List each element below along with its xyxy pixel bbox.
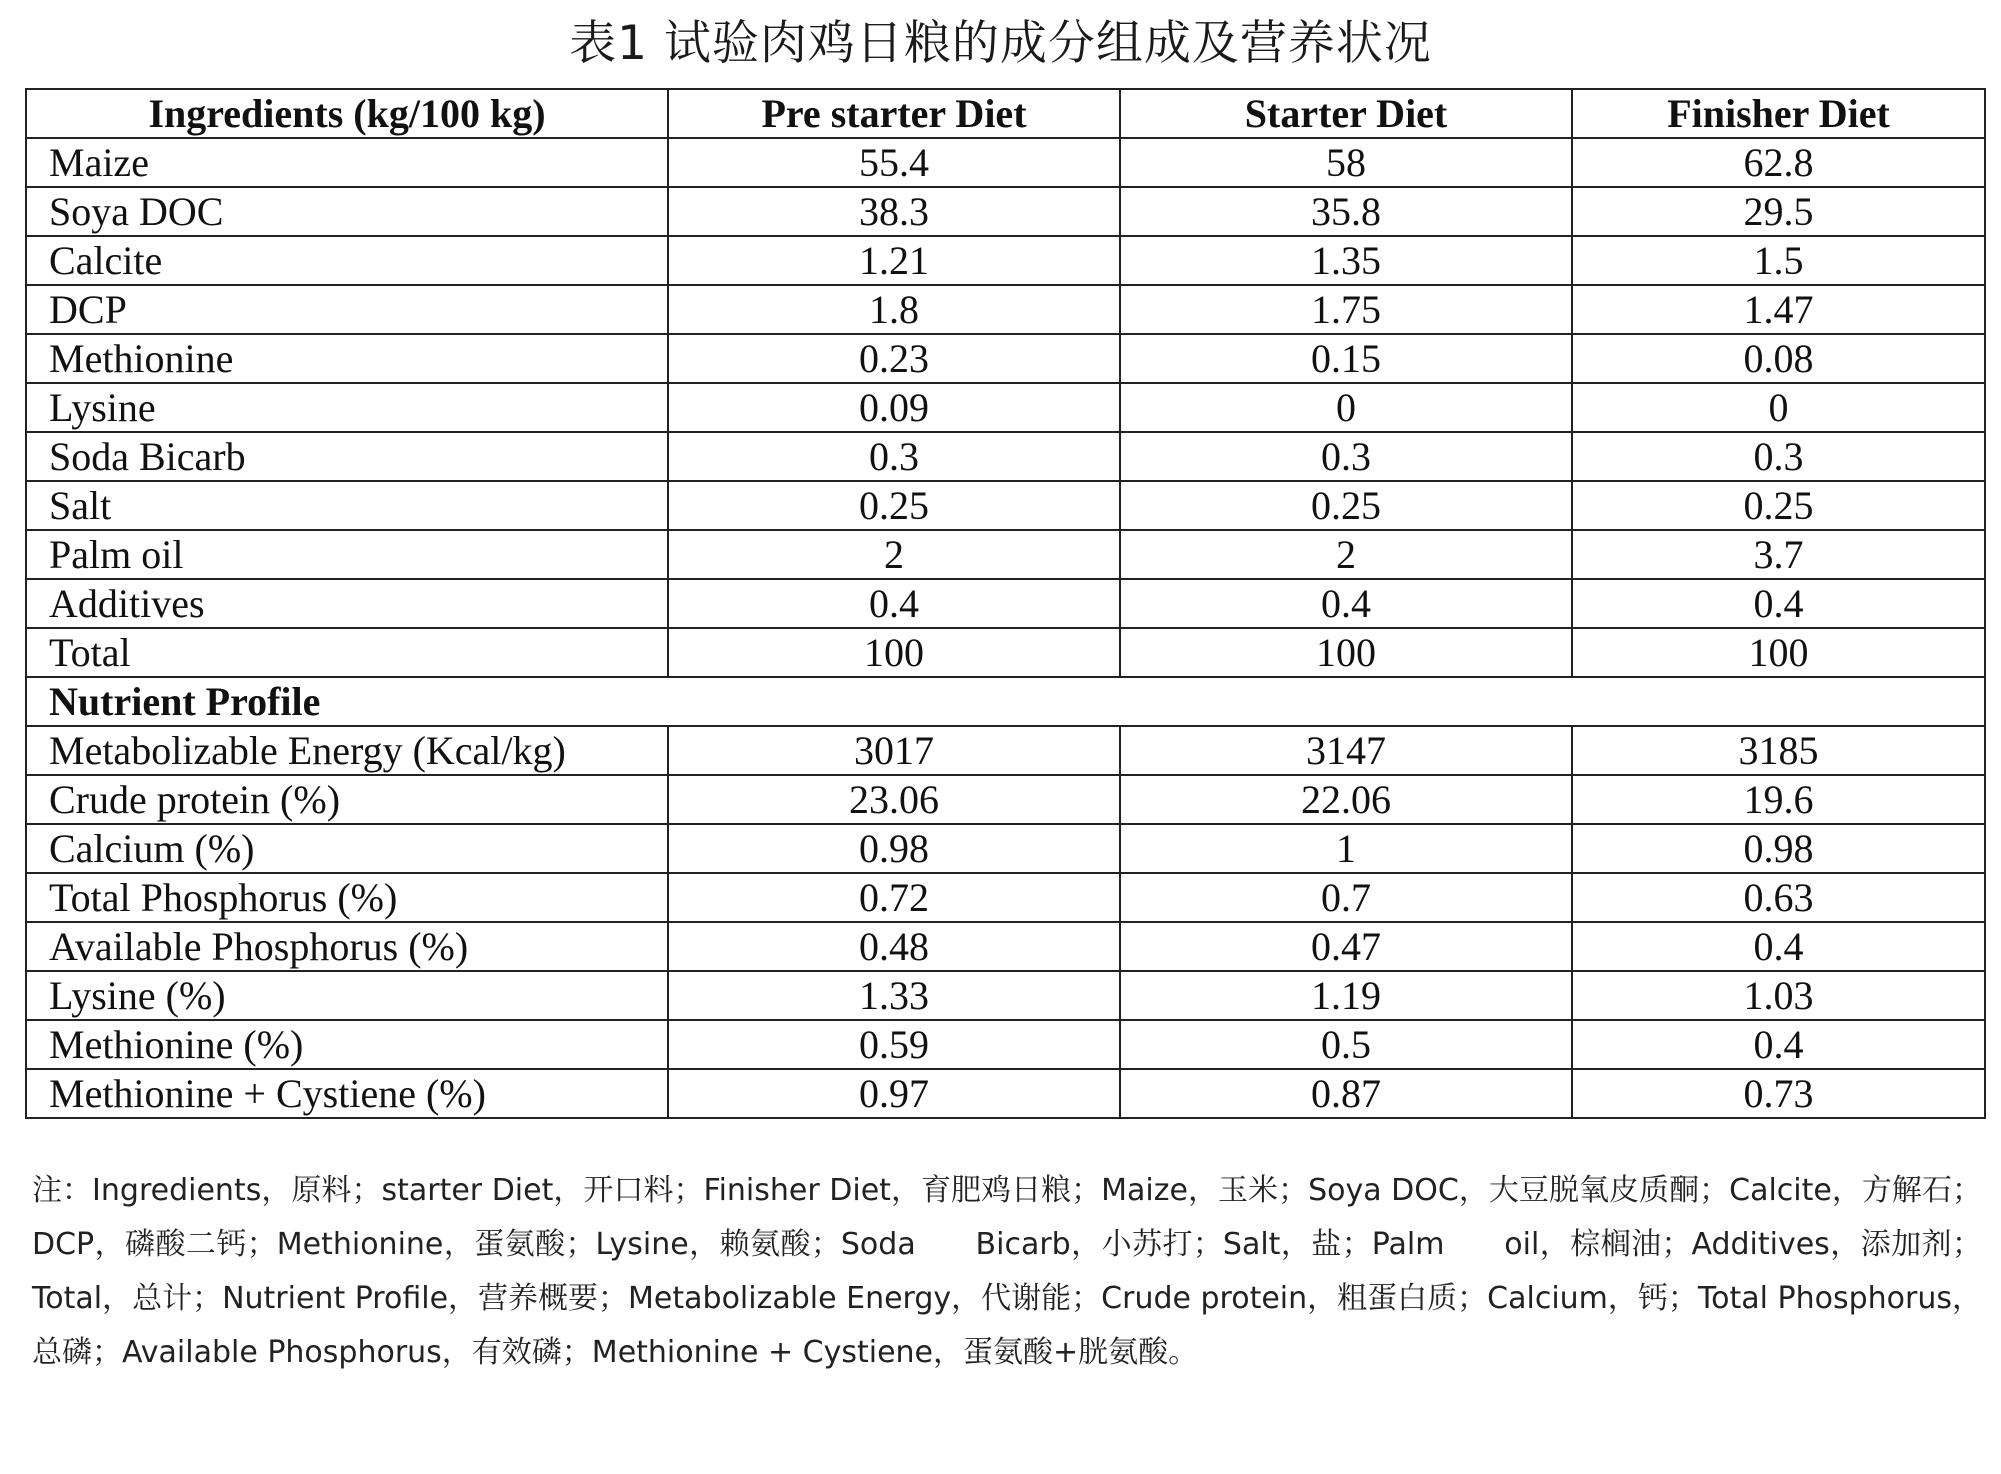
nutrient-profile-heading: Nutrient Profile xyxy=(26,677,1985,726)
nutrient-row xyxy=(26,775,1985,824)
starter-value-cell: 0.7 xyxy=(1120,873,1572,922)
pre-starter-value-cell: 0.09 xyxy=(668,383,1120,432)
ingredient-row xyxy=(26,383,1985,432)
header-starter-diet: Starter Diet xyxy=(1120,89,1572,138)
starter-value-cell: 0.87 xyxy=(1120,1069,1572,1118)
ingredient-row xyxy=(26,481,1985,530)
starter-value-cell: 0 xyxy=(1120,383,1572,432)
starter-value-cell: 2 xyxy=(1120,530,1572,579)
ingredient-name-cell: Total xyxy=(26,628,668,677)
ingredient-name-cell: Lysine xyxy=(26,383,668,432)
starter-value-cell: 1.75 xyxy=(1120,285,1572,334)
starter-value-cell: 0.5 xyxy=(1120,1020,1572,1069)
ingredient-row xyxy=(26,187,1985,236)
pre-starter-value-cell: 0.97 xyxy=(668,1069,1120,1118)
pre-starter-value-cell: 55.4 xyxy=(668,138,1120,187)
nutrient-row xyxy=(26,971,1985,1020)
starter-value-cell: 0.3 xyxy=(1120,432,1572,481)
pre-starter-value-cell: 0.98 xyxy=(668,824,1120,873)
pre-starter-value-cell: 0.4 xyxy=(668,579,1120,628)
finisher-value-cell: 0.4 xyxy=(1572,922,1985,971)
nutrient-name-cell: Total Phosphorus (%) xyxy=(26,873,668,922)
ingredient-name-cell: Calcite xyxy=(26,236,668,285)
starter-value-cell: 0.47 xyxy=(1120,922,1572,971)
pre-starter-value-cell: 0.59 xyxy=(668,1020,1120,1069)
pre-starter-value-cell: 0.23 xyxy=(668,334,1120,383)
finisher-value-cell: 1.47 xyxy=(1572,285,1985,334)
finisher-value-cell: 3185 xyxy=(1572,726,1985,775)
nutrient-row xyxy=(26,873,1985,922)
pre-starter-value-cell: 0.48 xyxy=(668,922,1120,971)
header-pre-starter-diet: Pre starter Diet xyxy=(668,89,1120,138)
ingredient-row xyxy=(26,579,1985,628)
ingredient-name-cell: Methionine xyxy=(26,334,668,383)
nutrient-row xyxy=(26,1020,1985,1069)
ingredient-name-cell: Maize xyxy=(26,138,668,187)
header-row xyxy=(26,89,1985,138)
finisher-value-cell: 0.73 xyxy=(1572,1069,1985,1118)
nutrient-name-cell: Methionine + Cystiene (%) xyxy=(26,1069,668,1118)
pre-starter-value-cell: 1.8 xyxy=(668,285,1120,334)
starter-value-cell: 0.4 xyxy=(1120,579,1572,628)
finisher-value-cell: 0.98 xyxy=(1572,824,1985,873)
nutrient-name-cell: Methionine (%) xyxy=(26,1020,668,1069)
ingredient-name-cell: Soya DOC xyxy=(26,187,668,236)
finisher-value-cell: 100 xyxy=(1572,628,1985,677)
ingredient-row xyxy=(26,432,1985,481)
pre-starter-value-cell: 0.25 xyxy=(668,481,1120,530)
ingredient-name-cell: DCP xyxy=(26,285,668,334)
ingredient-name-cell: Additives xyxy=(26,579,668,628)
pre-starter-value-cell: 0.3 xyxy=(668,432,1120,481)
header-ingredients: Ingredients (kg/100 kg) xyxy=(26,89,668,138)
table-footnote: 注：Ingredients，原料；starter Diet，开口料；Finisher Diet，育肥鸡日粮；Maize，玉米；Soya DOC，大豆脱氧皮质酮；Calcite，方解石；DCP，磷酸二钙；Methionine，蛋氨酸；Lysine，赖氨酸；Soda Bicarb，小苏打；Salt，盐；Palm oil，棕榈油；Additives，添加剂；Total，总计；Nutrient Profile，营养概要；Metabolizable Energy，代谢能；Crude protein，粗蛋白质；Calcium，钙；Total Phosphorus，总磷；Available Phosphorus，有效磷；Methionine + Cystiene，蛋氨酸+胱氨酸。 xyxy=(32,1173,1982,1370)
nutrient-row xyxy=(26,1069,1985,1118)
finisher-value-cell: 0.4 xyxy=(1572,1020,1985,1069)
starter-value-cell: 0.25 xyxy=(1120,481,1572,530)
finisher-value-cell: 29.5 xyxy=(1572,187,1985,236)
ingredient-row xyxy=(26,236,1985,285)
table-title: 表1 试验肉鸡日粮的成分组成及营养状况 xyxy=(569,16,1432,71)
nutrient-row xyxy=(26,824,1985,873)
pre-starter-value-cell: 1.33 xyxy=(668,971,1120,1020)
starter-value-cell: 1.35 xyxy=(1120,236,1572,285)
finisher-value-cell: 19.6 xyxy=(1572,775,1985,824)
starter-value-cell: 1.19 xyxy=(1120,971,1572,1020)
finisher-value-cell: 0.4 xyxy=(1572,579,1985,628)
starter-value-cell: 100 xyxy=(1120,628,1572,677)
ingredient-name-cell: Salt xyxy=(26,481,668,530)
pre-starter-value-cell: 3017 xyxy=(668,726,1120,775)
pre-starter-value-cell: 23.06 xyxy=(668,775,1120,824)
ingredient-row xyxy=(26,334,1985,383)
nutrient-row xyxy=(26,922,1985,971)
ingredient-name-cell: Soda Bicarb xyxy=(26,432,668,481)
starter-value-cell: 35.8 xyxy=(1120,187,1572,236)
nutrient-name-cell: Calcium (%) xyxy=(26,824,668,873)
nutrient-name-cell: Metabolizable Energy (Kcal/kg) xyxy=(26,726,668,775)
pre-starter-value-cell: 100 xyxy=(668,628,1120,677)
ingredient-row xyxy=(26,628,1985,677)
finisher-value-cell: 0.08 xyxy=(1572,334,1985,383)
header-finisher-diet: Finisher Diet xyxy=(1572,89,1985,138)
ingredient-name-cell: Palm oil xyxy=(26,530,668,579)
pre-starter-value-cell: 2 xyxy=(668,530,1120,579)
finisher-value-cell: 1.5 xyxy=(1572,236,1985,285)
ingredient-row xyxy=(26,530,1985,579)
nutrient-name-cell: Crude protein (%) xyxy=(26,775,668,824)
nutrient-name-cell: Lysine (%) xyxy=(26,971,668,1020)
starter-value-cell: 3147 xyxy=(1120,726,1572,775)
pre-starter-value-cell: 0.72 xyxy=(668,873,1120,922)
finisher-value-cell: 1.03 xyxy=(1572,971,1985,1020)
ingredient-row xyxy=(26,285,1985,334)
starter-value-cell: 58 xyxy=(1120,138,1572,187)
finisher-value-cell: 0.25 xyxy=(1572,481,1985,530)
finisher-value-cell: 0.3 xyxy=(1572,432,1985,481)
finisher-value-cell: 0 xyxy=(1572,383,1985,432)
nutrient-name-cell: Available Phosphorus (%) xyxy=(26,922,668,971)
nutrient-row xyxy=(26,726,1985,775)
starter-value-cell: 1 xyxy=(1120,824,1572,873)
nutrient-profile-section-row xyxy=(26,677,1985,726)
finisher-value-cell: 3.7 xyxy=(1572,530,1985,579)
pre-starter-value-cell: 1.21 xyxy=(668,236,1120,285)
ingredient-row xyxy=(26,138,1985,187)
starter-value-cell: 0.15 xyxy=(1120,334,1572,383)
diet-composition-table xyxy=(25,88,1986,1119)
finisher-value-cell: 0.63 xyxy=(1572,873,1985,922)
starter-value-cell: 22.06 xyxy=(1120,775,1572,824)
finisher-value-cell: 62.8 xyxy=(1572,138,1985,187)
pre-starter-value-cell: 38.3 xyxy=(668,187,1120,236)
